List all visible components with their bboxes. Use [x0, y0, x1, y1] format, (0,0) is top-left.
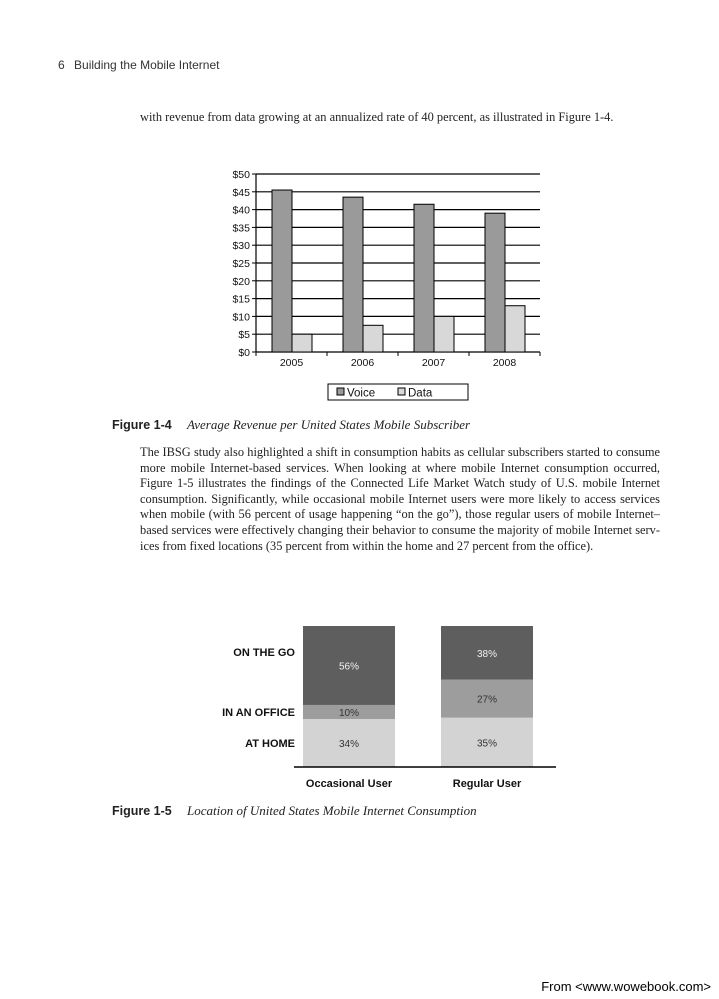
- y-tick-label: $15: [232, 293, 250, 306]
- x-tick-label: 2005: [279, 357, 304, 369]
- paragraph-body: The IBSG study also highlighted a shift in consumption habits as cellular subscribers started to consume more mobile Internet-based services. When looking at where mobile Internet consumption occurred, Figure 1-5 illustrates the findings of the Connected Life Market Watch study of U.S. mobile Internet consumption. Significantly, while occasional mobile Internet users were more likely to access services when mobile (with 56 percent of usage happening “on the go”), those regular users of mobile Internet–based services were effectively changing their behavior to consume the majority of mobile Internet serv-ices from fixed locations (35 percent from within the home and 27 percent from the office).: [140, 445, 660, 553]
- running-title: Building the Mobile Internet: [74, 58, 220, 72]
- page-number: 6: [58, 58, 65, 72]
- x-category-label: Regular User: [452, 778, 522, 790]
- y-tick-label: $20: [232, 275, 250, 288]
- figure-label: Figure 1-5: [112, 804, 172, 818]
- legend-label-data: Data: [408, 387, 433, 400]
- y-tick-label: $35: [232, 222, 250, 235]
- figure-caption-text: Location of United States Mobile Internet Consumption: [187, 803, 477, 818]
- x-tick-label: 2007: [421, 357, 446, 369]
- x-tick-label: 2006: [350, 357, 375, 369]
- row-label-in-an-office: IN AN OFFICE: [222, 707, 295, 720]
- x-tick-label: 2008: [492, 357, 517, 369]
- y-tick-label: $50: [232, 169, 250, 181]
- segment-label: 27%: [476, 694, 498, 706]
- row-label-at-home: AT HOME: [245, 738, 295, 751]
- paragraph-intro: with revenue from data growing at an annualized rate of 40 percent, as illustrated in Figure 1-4.: [140, 110, 614, 124]
- y-tick-label: $40: [232, 204, 250, 217]
- y-tick-label: $25: [232, 258, 250, 270]
- y-tick-label: $30: [232, 240, 250, 253]
- legend-label-voice: Voice: [347, 387, 376, 400]
- row-label-on-the-go: ON THE GO: [233, 647, 295, 659]
- segment-label: 34%: [338, 739, 360, 751]
- y-tick-label: $10: [232, 311, 250, 324]
- figure-caption-text: Average Revenue per United States Mobile Subscriber: [187, 417, 471, 432]
- segment-label: 56%: [338, 661, 360, 673]
- figure-label: Figure 1-4: [112, 418, 172, 432]
- segment-label: 38%: [476, 648, 498, 660]
- segment-label: 10%: [338, 708, 360, 720]
- footer-source: From <www.wowebook.com>: [541, 979, 711, 994]
- y-tick-label: $5: [238, 329, 250, 342]
- figure-1-5-caption: [112, 803, 477, 819]
- x-category-label: Occasional User: [305, 778, 393, 790]
- y-tick-label: $0: [238, 347, 250, 359]
- segment-label: 35%: [476, 738, 498, 750]
- y-tick-label: $45: [232, 186, 250, 199]
